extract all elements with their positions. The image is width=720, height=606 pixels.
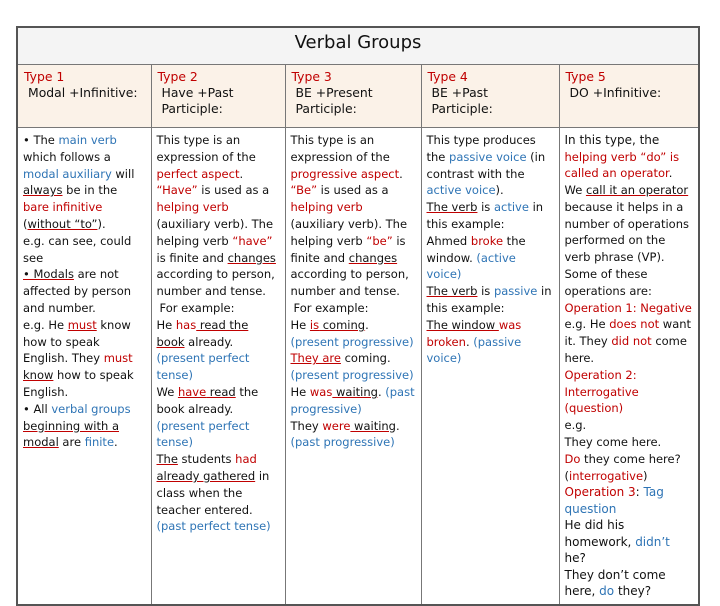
paragraph: • The main verb which follows a modal auxiliary will always be in the bare infinitive (without “to”). — [23, 133, 135, 231]
paragraph: • All verbal groups beginning with a modal are finite. — [23, 401, 131, 450]
header-type-5 — [559, 65, 699, 128]
type-desc: Modal +Infinitive: — [28, 85, 138, 100]
header-row — [17, 65, 699, 128]
paragraph: The verb is active in this example: — [426, 200, 544, 231]
paragraph: e.g. He does not want it. They did not come here. — [564, 317, 692, 366]
paragraph: The verb is passive in this example: — [426, 284, 552, 315]
paragraph: The window was broken. (passive voice) — [426, 317, 522, 366]
type-desc: Have +Past Participle: — [161, 85, 234, 116]
cell-type-1 — [17, 128, 151, 605]
header-type-2 — [151, 65, 285, 128]
table-title: Verbal Groups — [17, 27, 699, 65]
header-type-4 — [421, 65, 559, 128]
type-label: Type 4 — [427, 69, 468, 84]
type-label: Type 5 — [565, 69, 606, 84]
type-label: Type 1 — [24, 69, 65, 84]
paragraph: Ahmed broke the window. (active voice) — [426, 233, 526, 282]
paragraph: helping verb “do” is called an operator. We call it an operator because it helps in a number of operations performed on the verb phrase (VP). Some of these operations are: — [564, 149, 689, 298]
paragraph: This type produces the passive voice (in contrast with the active voice). — [426, 133, 546, 198]
paragraph: He has read the book already. (present perfect tense) — [156, 317, 250, 383]
paragraph: For example: — [159, 300, 235, 315]
verbal-groups-table — [16, 26, 700, 606]
header-type-1 — [17, 65, 151, 128]
type-desc: BE +Past Participle: — [431, 85, 493, 116]
paragraph: He did his homework, didn’t he? — [564, 518, 670, 566]
paragraph: He is coming. (present progressive) — [290, 317, 414, 349]
paragraph: Do they come here? (interrogative) — [564, 451, 681, 483]
paragraph: For example: — [293, 300, 369, 315]
paragraph: They are coming. (present progressive) — [290, 351, 414, 383]
paragraph: e.g. can see, could see — [23, 233, 132, 265]
cell-type-5 — [559, 128, 699, 605]
paragraph: The students had already gathered in class when the teacher entered. (past perfect tense) — [156, 452, 271, 534]
paragraph: This type is an expression of the progressive aspect. — [290, 133, 403, 181]
type-label: Type 2 — [157, 69, 198, 84]
paragraph: e.g. — [564, 418, 587, 433]
type-label: Type 3 — [291, 69, 332, 84]
paragraph: “Have” is used as a helping verb (auxiliary verb). The helping verb “have” is finite and changes according to person, number and tense. — [156, 183, 276, 299]
paragraph: This type is an expression of the perfect aspect. — [156, 133, 256, 181]
paragraph: Operation 2: Interrogative (question) — [564, 367, 639, 416]
paragraph: They come here. — [564, 435, 662, 450]
cell-type-4 — [421, 128, 559, 605]
content-row — [17, 128, 699, 605]
paragraph: We have read the book already. (present perfect tense) — [156, 384, 259, 450]
paragraph: e.g. He must know how to speak English. They must know how to speak English. — [23, 317, 134, 399]
paragraph: Operation 3: Tag question — [564, 485, 664, 516]
paragraph: They were waiting. (past progressive) — [290, 418, 400, 450]
cell-type-2 — [151, 128, 285, 605]
paragraph: Operation 1: Negative — [564, 300, 692, 315]
paragraph: “Be” is used as a helping verb (auxiliary verb). The helping verb “be” is finite and changes according to person, number and tense. — [290, 183, 409, 299]
paragraph: In this type, the — [564, 133, 660, 147]
paragraph: They don’t come here, do they? — [564, 567, 666, 599]
header-type-3 — [285, 65, 421, 128]
type-desc: DO +Infinitive: — [569, 85, 662, 100]
cell-type-3 — [285, 128, 421, 605]
paragraph: • Modals are not affected by person and number. — [23, 267, 132, 315]
type-desc: BE +Present Participle: — [295, 85, 373, 116]
paragraph: He was waiting. (past progressive) — [290, 384, 415, 416]
